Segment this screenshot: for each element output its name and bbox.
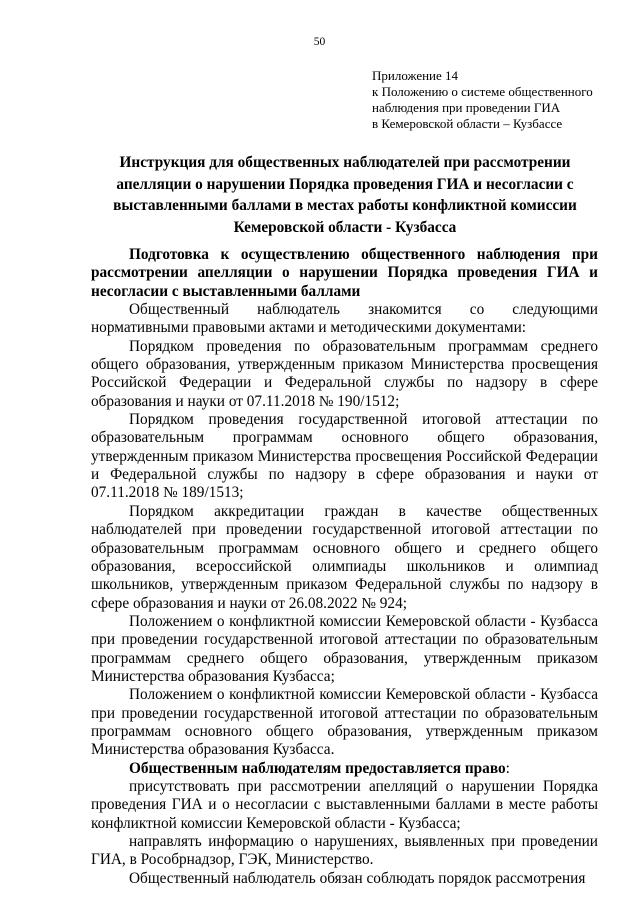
section-heading: Подготовка к осуществлению общественного наблюдения при рассмотрении апелляции о нарушении Порядка проведения ГИА и несогласии с выставленными баллами [91, 246, 598, 300]
title-line: Инструкция для общественных наблюдателей при рассмотрении [119, 154, 571, 171]
rights-item: присутствовать при рассмотрении апелляций о нарушении Порядка проведения ГИА и о несогласии с выставленными баллами в месте работы конфликтной комиссии Кемеровской области - Кузбасса; [91, 777, 598, 832]
title-line: Кемеровской области - Кузбасса [233, 218, 457, 236]
appendix-line: Приложение 14 [372, 68, 459, 83]
page-number: 50 [313, 36, 326, 48]
document-item: Положением о конфликтной комиссии Кемеровской области - Кузбасса при проведении государственной итоговой аттестации по образовательным программам основного общего образования, утвержденным приказом Министерства образования Кузбасса. [91, 686, 598, 759]
document-item: Положением о конфликтной комиссии Кемеровской области - Кузбасса при проведении государственной итоговой аттестации по образовательным программам среднего общего образования, утвержденным приказом Министерства образования Кузбасса; [91, 612, 598, 685]
rights-heading-colon: : [505, 759, 510, 777]
appendix-note [372, 68, 593, 132]
title-line: выставленными баллами в местах работы конфликтной комиссии [113, 197, 577, 214]
document-item: Порядком проведения государственной итоговой аттестации по образовательным программам основного общего образования, утвержденным приказом Министерства просвещения Российской Федерации и Федеральной службы по надзору в сфере образования и науки от 07.11.2018 № 189/1513; [91, 411, 598, 502]
rights-item: направлять информацию о нарушениях, выявленных при проведении ГИА, в Рособрнадзор, ГЭК, Министерство. [91, 833, 598, 869]
appendix-line: в Кемеровской области – Кузбассе [372, 116, 563, 131]
document-body [91, 246, 598, 888]
document-title [96, 152, 594, 238]
document-item: Порядком проведения по образовательным программам среднего общего образования, утвержденным приказом Министерства просвещения Российской Федерации и Федеральной службы по надзору в сфере образования и науки от 07.11.2018 № 190/1512; [91, 337, 598, 410]
document-item: Порядком аккредитации граждан в качестве общественных наблюдателей при проведении государственной итоговой аттестации по образовательным программам основного общего и среднего общего образования, всероссийской олимпиады школьников и олимпиад школьников, утвержденным приказом Федеральной службы по надзору в сфере образования и науки от 26.08.2022 № 924; [91, 502, 598, 612]
intro-paragraph: Общественный наблюдатель знакомится со следующими нормативными правовыми актами и методическими документами: [91, 301, 598, 337]
appendix-line: наблюдения при проведении ГИА [372, 100, 561, 115]
title-line: апелляции о нарушении Порядка проведения ГИА и несогласии с [116, 175, 574, 193]
rights-heading [91, 760, 598, 778]
appendix-line: к Положению о системе общественного [372, 84, 593, 99]
rights-heading-text: Общественным наблюдателям предоставляется право [129, 759, 506, 777]
last-paragraph: Общественный наблюдатель обязан соблюдать порядок рассмотрения [129, 869, 586, 887]
